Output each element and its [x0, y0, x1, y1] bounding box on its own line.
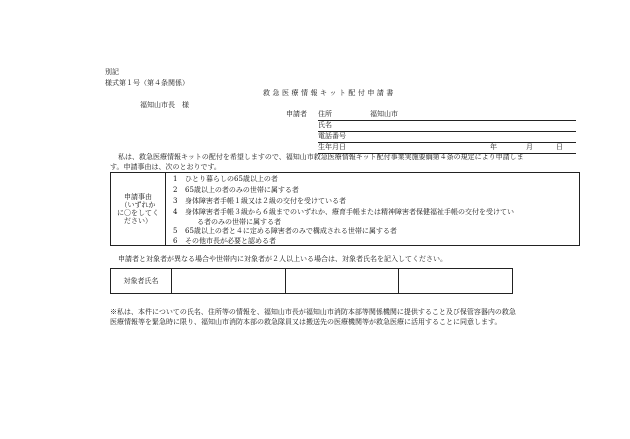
reason-number: 1 [173, 175, 178, 183]
day-label: 日 [556, 143, 563, 151]
reason-number: 3 [173, 197, 178, 205]
target-name-field-3[interactable] [399, 269, 512, 293]
reason-number: 5 [173, 227, 178, 235]
attachment-label: 別記 [105, 68, 119, 76]
reason-text: ひとり暮らしの65歳以上の者 [185, 175, 278, 183]
reason-item-4-continued: る者のみの世帯に属する者 [197, 218, 281, 226]
address-value: 福知山市 [370, 110, 398, 118]
request-text-line1: 私は、救急医療情報キットの配付を希望しますので、福知山市救急医療情報キット配付事業実施要綱第４条の規定により申請しま [118, 153, 524, 161]
reasons-header-line: 申請事由 [124, 192, 152, 201]
name-label: 氏名 [318, 121, 332, 129]
reason-number: 4 [173, 208, 178, 216]
reason-text: 65歳以上の者のみの世帯に属する者 [185, 186, 299, 194]
reason-number: 6 [173, 237, 178, 245]
target-name-field-2[interactable] [286, 269, 400, 293]
applicant-fields [318, 110, 576, 154]
reason-text: その他市長が必要と認める者 [185, 237, 276, 245]
year-label: 年 [490, 143, 497, 151]
form-number: 様式第１号（第４条関係） [105, 79, 189, 87]
reason-text: 身体障害者手帳１級又は２級の交付を受けている者 [185, 197, 346, 205]
consent-line2: 医療情報等を緊急時に限り、福知山市消防本部の救急隊員又は搬送先の医療機関等が救急医療に活用することに同意します。 [110, 318, 502, 326]
reasons-header-cell [111, 173, 166, 245]
address-row[interactable] [318, 110, 576, 121]
target-names-label: 対象者氏名 [111, 269, 172, 293]
month-label: 月 [526, 143, 533, 151]
address-label: 住所 [318, 110, 332, 118]
phone-label: 電話番号 [318, 132, 346, 140]
multi-target-note: 申請者と対象者が異なる場合や世帯内に対象者が２人以上いる場合は、対象者氏名を記入してください。 [118, 255, 447, 263]
reason-item-3[interactable] [173, 197, 346, 205]
reason-text: 65歳以上の者と４に定める障害者のみで構成される世帯に属する者 [185, 227, 397, 235]
reason-number: 2 [173, 186, 178, 194]
birthdate-label: 生年月日 [318, 143, 346, 151]
consent-line1: ※私は、本件についての氏名、住所等の情報を、福知山市長が福知山市消防本部等関係機関に提供すること及び保管容器内の救急 [110, 308, 516, 316]
reason-item-2[interactable] [173, 186, 299, 194]
reason-item-1[interactable] [173, 175, 278, 183]
applicant-label: 申請者 [286, 110, 307, 118]
reason-text: 身体障害者手帳３級から６級までのいずれか、療育手帳または精神障害者保健福祉手帳の交付を受けてい [185, 208, 514, 216]
reason-item-6[interactable] [173, 237, 276, 245]
target-names-table [110, 268, 513, 294]
document-title: 救急医療情報キット配付申請書 [263, 89, 396, 97]
reasons-header-line: に〇をしてく [117, 209, 159, 217]
reasons-table [110, 172, 580, 246]
request-text-line2: す。申請事由は、次のとおりです。 [110, 163, 221, 171]
name-row[interactable] [318, 121, 576, 132]
phone-row[interactable] [318, 132, 576, 143]
reasons-header-line: （いずれか [120, 200, 156, 209]
reasons-header-line: ださい） [124, 217, 152, 226]
target-name-field-1[interactable] [172, 269, 286, 293]
reason-item-4[interactable] [173, 208, 514, 216]
addressee: 福知山市長 様 [140, 101, 189, 109]
reason-item-5[interactable] [173, 227, 397, 235]
